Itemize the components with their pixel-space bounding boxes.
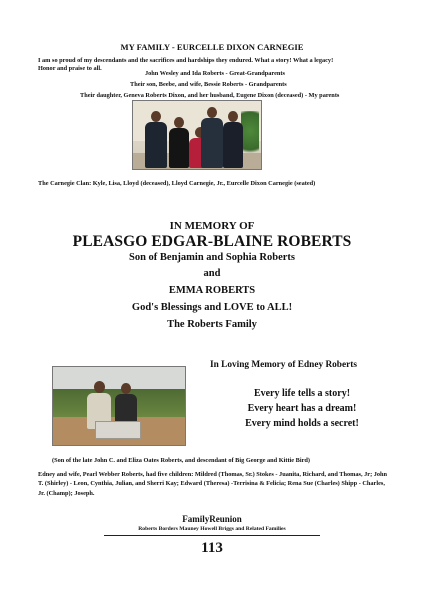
edney-children-paragraph: Edney and wife, Pearl Webber Roberts, had five children: Mildred (Thomas, Sr.) Stokes - Juanita, Richard, and Thomas, Jr; John T. (Shirley) - Leon, Cynthia, Julian, and Sherri Kay; Edward (Theresa) -Terrisina & Felicia; Rena Sue (Charles) Shipp - Charles, Jr. (Champ); Joseph. bbox=[38, 471, 388, 497]
quote-line-3: Every mind holds a secret! bbox=[245, 418, 359, 429]
edney-heading: In Loving Memory of Edney Roberts bbox=[210, 360, 357, 370]
quote-line-1: Every life tells a story! bbox=[253, 388, 351, 399]
footer-subtitle: Roberts Borders Mauney Howell Briggs and Related Families bbox=[138, 526, 286, 532]
intro-text: I am so proud of my descendants and the sacrifices and hardships they endured. What a story! What a legacy! Honor and praise to all. bbox=[38, 57, 334, 73]
memorial-blessing: God's Blessings and LOVE to ALL! bbox=[131, 302, 293, 313]
photo-caption: The Carnegie Clan: Kyle, Lisa, Lloyd (deceased), Lloyd Carnegie, Jr., Eurcelle Dixon Carnegie (seated) bbox=[38, 180, 316, 187]
carnegie-family-photo bbox=[132, 100, 262, 170]
memorial-and: and bbox=[203, 268, 221, 279]
quote-line-2: Every heart has a dream! bbox=[247, 403, 357, 414]
page-number: 113 bbox=[201, 540, 223, 556]
generation-line-1: John Wesley and Ida Roberts - Great-Grandparents bbox=[145, 70, 285, 77]
edney-caption: (Son of the late John C. and Eliza Oates Roberts, and descendant of Big George and Kittie Bird) bbox=[52, 457, 311, 464]
footer-divider bbox=[104, 535, 320, 536]
memorial-spouse: EMMA ROBERTS bbox=[168, 285, 256, 296]
footer-title: FamilyReunion bbox=[182, 514, 242, 524]
generation-line-2: Their son, Beebe, and wife, Bessie Roberts - Grandparents bbox=[130, 81, 287, 88]
memorial-name: PLEASGO EDGAR-BLAINE ROBERTS bbox=[72, 233, 352, 250]
generation-line-3: Their daughter, Geneva Roberts Dixon, and her husband, Eugene Dixon (deceased) - My parents bbox=[80, 92, 340, 99]
memorial-heading: IN MEMORY OF bbox=[169, 220, 255, 232]
memorial-parents: Son of Benjamin and Sophia Roberts bbox=[129, 252, 295, 263]
page-title: MY FAMILY - EURCELLE DIXON CARNEGIE bbox=[120, 42, 304, 52]
memorial-family: The Roberts Family bbox=[167, 319, 257, 330]
